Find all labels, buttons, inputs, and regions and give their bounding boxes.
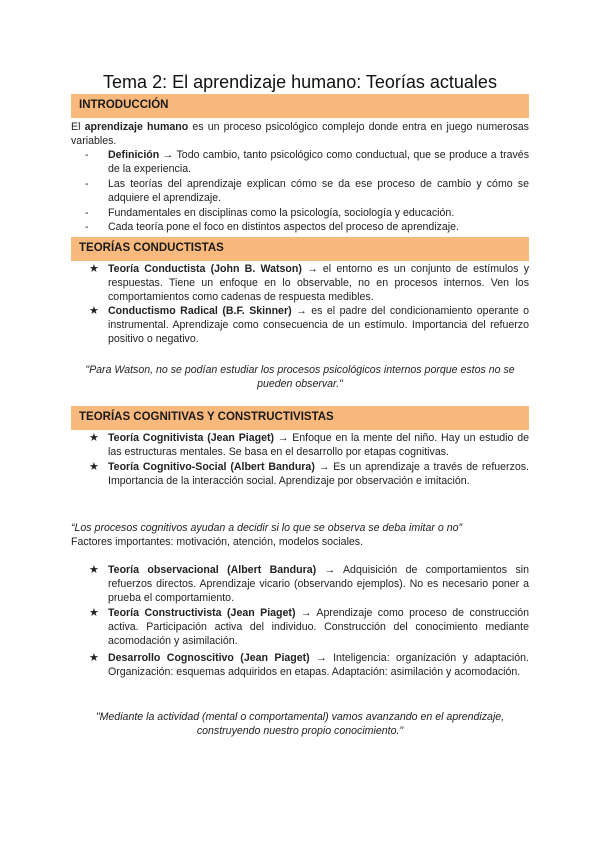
intro-text: El bbox=[71, 121, 85, 133]
item-text: → Enfoque en la mente del niño. Hay un estudio de las estructuras mentales. Se basa en el desarrollo por etapas cognitivas. bbox=[108, 432, 529, 459]
section-title: TEORÍAS COGNITIVAS Y CONSTRUCTIVISTAS bbox=[79, 411, 334, 423]
factors-line: Factores importantes: motivación, atención, modelos sociales. bbox=[71, 536, 364, 548]
item-text: Fundamentales en disciplinas como la psicología, sociología y educación. bbox=[108, 207, 455, 219]
dash-bullet: - bbox=[85, 207, 89, 219]
star-icon: ★ bbox=[89, 652, 99, 664]
item-text: → el entorno es un conjunto de estímulos y respuestas. Tiene un enfoque en lo observable, no en procesos internos. Ven los comportamientos como cadenas de respuesta medibles. bbox=[108, 263, 529, 304]
star-icon: ★ bbox=[89, 263, 99, 275]
item-text: → Adquisición de comportamientos sin refuerzos directos. Aprendizaje vicario (observando ejemplos). No es necesario poner a prueba el comportamiento. bbox=[108, 564, 529, 605]
intro-bold-term: aprendizaje humano bbox=[84, 121, 189, 133]
item-text: → Es un aprendizaje a través de refuerzos. Importancia de la interacción social. Aprendizaje por observación e imitación. bbox=[108, 461, 529, 488]
intro-text: es un proceso psicológico complejo donde entra en juego numerosas variables. bbox=[71, 121, 529, 148]
section-title: TEORÍAS CONDUCTISTAS bbox=[79, 242, 224, 254]
item-text: → Todo cambio, tanto psicológico como conductual, que se produce a través de la experiencia. bbox=[108, 149, 529, 176]
page-title: Tema 2: El aprendizaje humano: Teorías actuales bbox=[103, 72, 497, 92]
item-text: → Aprendizaje como proceso de construcción activa. Participación activa del individuo. Construcción del conocimiento mediante acomodación y asimilación. bbox=[108, 607, 530, 648]
item-bold: Teoría Conductista (John B. Watson) bbox=[108, 263, 302, 275]
item-bold: Teoría Constructivista (Jean Piaget) bbox=[108, 607, 296, 619]
star-icon: ★ bbox=[89, 461, 99, 473]
item-text: Cada teoría pone el foco en distintos aspectos del proceso de aprendizaje. bbox=[108, 221, 460, 233]
item-text: → es el padre del condicionamiento operante o instrumental. Aprendizaje como consecuencia de un estímulo. Importancia del refuerzo positivo o negativo. bbox=[108, 305, 529, 346]
star-icon: ★ bbox=[89, 607, 99, 619]
star-icon: ★ bbox=[89, 564, 99, 576]
item-text: Las teorías del aprendizaje explican cómo se da ese proceso de cambio y cómo se adquiere el aprendizaje. bbox=[108, 178, 529, 205]
item-bold: Teoría observacional (Albert Bandura) bbox=[108, 564, 317, 576]
dash-bullet: - bbox=[85, 149, 89, 161]
dash-bullet: - bbox=[85, 178, 89, 190]
item-text: → Inteligencia: organización y adaptación. Organización: esquemas adquiridos en etapas. Adaptación: asimilación y acomodación. bbox=[108, 652, 529, 679]
section-header-conductistas bbox=[71, 237, 529, 261]
item-bold: Desarrollo Cognoscitivo (Jean Piaget) bbox=[108, 652, 310, 664]
section-header-cognitivas bbox=[71, 406, 529, 430]
quote-cognitive: “Los procesos cognitivos ayudan a decidir si lo que se observa se deba imitar o no” bbox=[71, 522, 463, 534]
item-bold: Teoría Cognitivo-Social (Albert Bandura) bbox=[108, 461, 315, 473]
quote-watson: "Para Watson, no se podían estudiar los procesos psicológicos internos porque estos no se pueden observar." bbox=[85, 364, 515, 391]
dash-bullet: - bbox=[85, 221, 89, 233]
intro-paragraph bbox=[71, 120, 529, 148]
quote-final: "Mediante la actividad (mental o comportamental) vamos avanzando en el aprendizaje, construyendo nuestro propio conocimiento." bbox=[95, 711, 505, 738]
section-title: INTRODUCCIÓN bbox=[79, 99, 169, 111]
section-header-introduccion bbox=[71, 94, 529, 118]
item-bold: Conductismo Radical (B.F. Skinner) bbox=[108, 305, 292, 317]
item-bold: Teoría Cognitivista (Jean Piaget) bbox=[108, 432, 275, 444]
star-icon: ★ bbox=[89, 432, 99, 444]
item-bold: Definición bbox=[108, 149, 160, 161]
star-icon: ★ bbox=[89, 305, 99, 317]
